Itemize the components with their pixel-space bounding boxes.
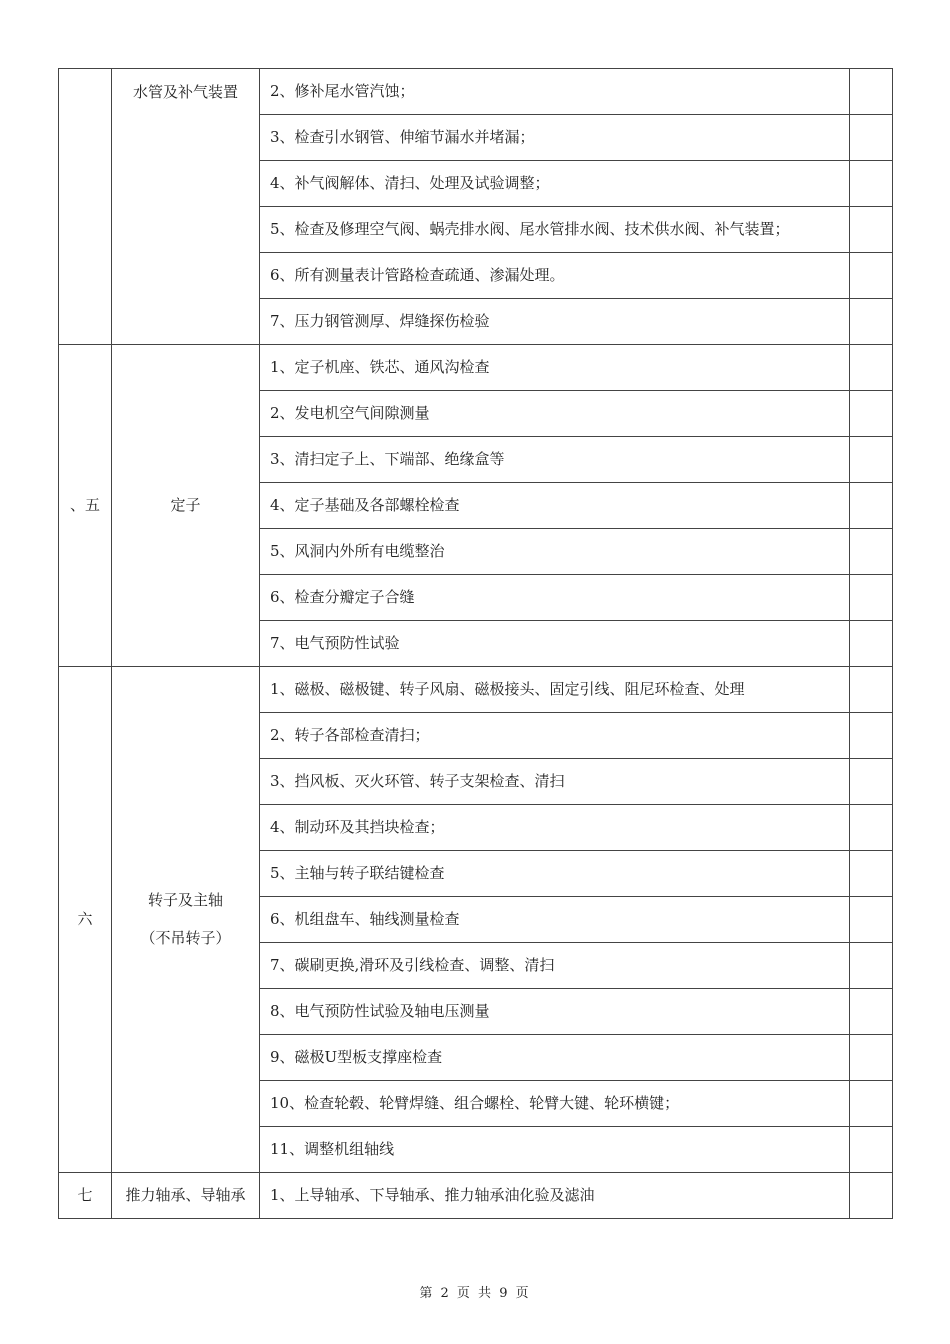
- work-item: 6、机组盘车、轴线测量检查: [260, 897, 850, 943]
- work-item: 6、所有测量表计管路检查疏通、渗漏处理。: [260, 253, 850, 299]
- check-cell: [850, 897, 893, 943]
- work-item: 11、调整机组轴线: [260, 1127, 850, 1173]
- work-item: 9、磁极U型板支撑座检查: [260, 1035, 850, 1081]
- table-row: [59, 1173, 893, 1219]
- check-cell: [850, 713, 893, 759]
- check-cell: [850, 989, 893, 1035]
- maintenance-items-table: [58, 68, 893, 1219]
- work-item: 5、风洞内外所有电缆整治: [260, 529, 850, 575]
- check-cell: [850, 851, 893, 897]
- table-body: [59, 69, 893, 1219]
- check-cell: [850, 69, 893, 115]
- work-item: 1、定子机座、铁芯、通风沟检查: [260, 345, 850, 391]
- section-number: 、五: [59, 345, 112, 667]
- work-item: 2、修补尾水管汽蚀；: [260, 69, 850, 115]
- work-item: 3、清扫定子上、下端部、绝缘盒等: [260, 437, 850, 483]
- work-item: 10、检查轮毂、轮臂焊缝、组合螺栓、轮臂大键、轮环横键；: [260, 1081, 850, 1127]
- section-number: 七: [59, 1173, 112, 1219]
- section-category: [112, 1173, 260, 1219]
- check-cell: [850, 943, 893, 989]
- check-cell: [850, 161, 893, 207]
- check-cell: [850, 529, 893, 575]
- category-label: （不吊转子）: [140, 928, 231, 947]
- category-label: 定子: [170, 495, 201, 514]
- category-label: 推力轴承、导轴承: [125, 1185, 246, 1204]
- work-item: 7、压力钢管测厚、焊缝探伤检验: [260, 299, 850, 345]
- work-item: 3、检查引水钢管、伸缩节漏水并堵漏；: [260, 115, 850, 161]
- work-item: 2、发电机空气间隙测量: [260, 391, 850, 437]
- check-cell: [850, 575, 893, 621]
- check-cell: [850, 1081, 893, 1127]
- check-cell: [850, 345, 893, 391]
- work-item: 7、电气预防性试验: [260, 621, 850, 667]
- page-footer: [0, 1282, 950, 1301]
- check-cell: [850, 1127, 893, 1173]
- check-cell: [850, 805, 893, 851]
- work-item: 7、碳刷更换,滑环及引线检查、调整、清扫: [260, 943, 850, 989]
- work-item: 4、定子基础及各部螺栓检查: [260, 483, 850, 529]
- table-row: [59, 667, 893, 713]
- work-item: 6、检查分瓣定子合缝: [260, 575, 850, 621]
- work-item: 5、检查及修理空气阀、蜗壳排水阀、尾水管排水阀、技术供水阀、补气装置；: [260, 207, 850, 253]
- category-label: 水管及补气装置: [132, 83, 238, 101]
- work-item: 5、主轴与转子联结键检查: [260, 851, 850, 897]
- work-item: 4、制动环及其挡块检查；: [260, 805, 850, 851]
- work-item: 8、电气预防性试验及轴电压测量: [260, 989, 850, 1035]
- work-item: 1、上导轴承、下导轴承、推力轴承油化验及滤油: [260, 1173, 850, 1219]
- check-cell: [850, 621, 893, 667]
- check-cell: [850, 1173, 893, 1219]
- check-cell: [850, 759, 893, 805]
- check-cell: [850, 1035, 893, 1081]
- work-item: 2、转子各部检查清扫；: [260, 713, 850, 759]
- section-category: [112, 69, 260, 345]
- check-cell: [850, 299, 893, 345]
- section-number: [59, 69, 112, 345]
- work-item: 4、补气阀解体、清扫、处理及试验调整；: [260, 161, 850, 207]
- table-row: [59, 69, 893, 115]
- check-cell: [850, 437, 893, 483]
- section-category: [112, 345, 260, 667]
- check-cell: [850, 115, 893, 161]
- work-item: 1、磁极、磁极键、转子风扇、磁极接头、固定引线、阻尼环检查、处理: [260, 667, 850, 713]
- check-cell: [850, 483, 893, 529]
- check-cell: [850, 207, 893, 253]
- table-row: [59, 345, 893, 391]
- page-number-text: 第 2 页 共 9 页: [419, 1286, 531, 1301]
- work-item: 3、挡风板、灭火环管、转子支架检查、清扫: [260, 759, 850, 805]
- check-cell: [850, 253, 893, 299]
- category-label: 转子及主轴: [147, 891, 223, 909]
- check-cell: [850, 667, 893, 713]
- section-number: 六: [59, 667, 112, 1173]
- check-cell: [850, 391, 893, 437]
- section-category: [112, 667, 260, 1173]
